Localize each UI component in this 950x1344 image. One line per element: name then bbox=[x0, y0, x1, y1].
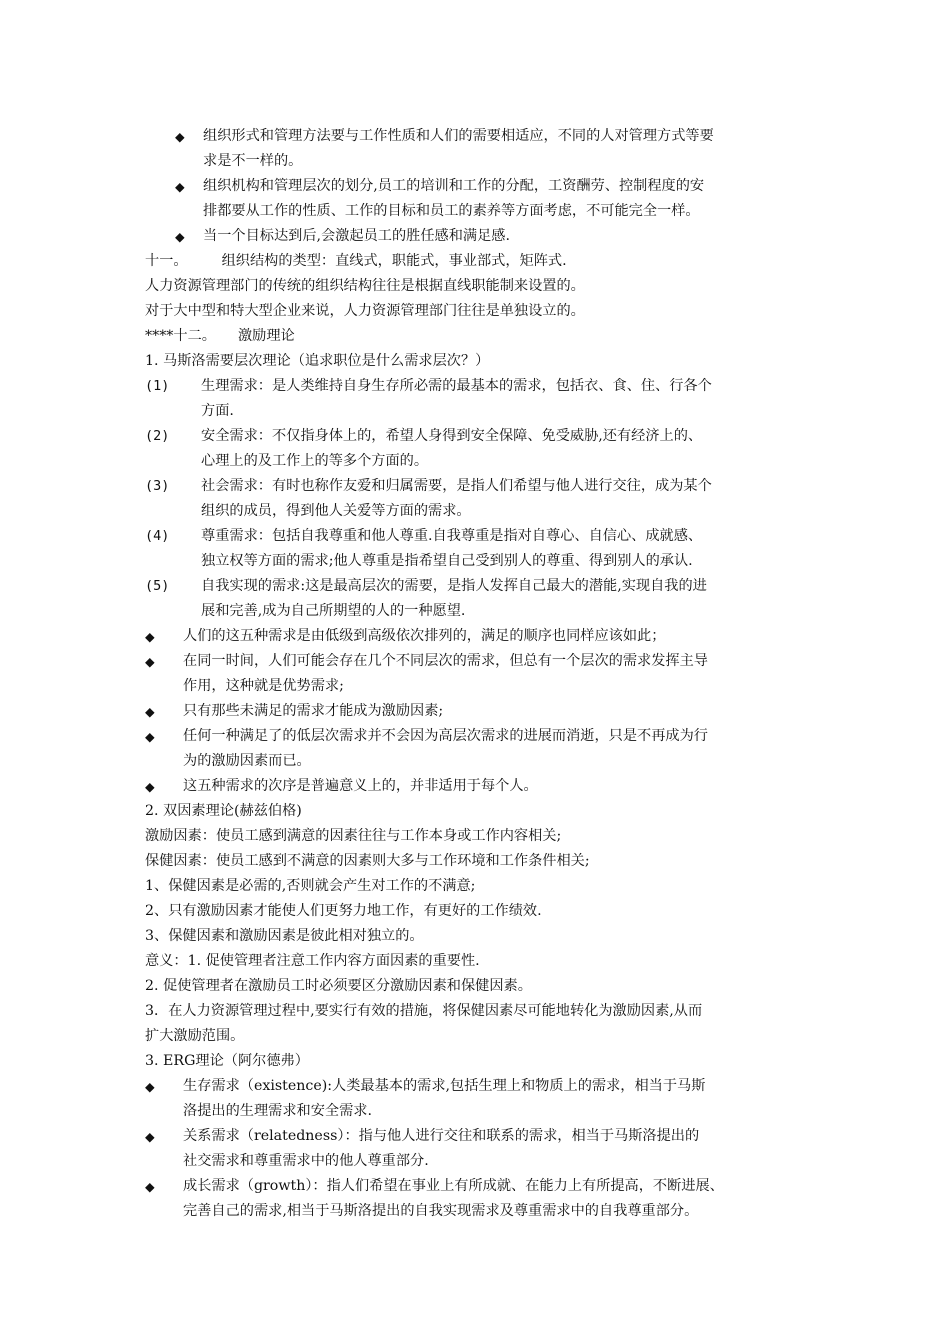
text-line: 任何一种满足了的低层次需求并不会因为高层次需求的进展而消逝，只是不再成为行 bbox=[183, 728, 708, 744]
text-line: 组织形式和管理方法要与工作性质和人们的需要相适应，不同的人对管理方式等要 bbox=[203, 128, 714, 144]
list-item bbox=[145, 1174, 810, 1224]
list-number: (5) bbox=[145, 578, 170, 594]
text-line: 2. 促使管理者在激励员工时必须要区分激励因素和保健因素。 bbox=[145, 978, 532, 994]
text-line: 洛提出的生理需求和安全需求. bbox=[183, 1103, 372, 1119]
text-line: 求是不一样的。 bbox=[203, 153, 303, 169]
diamond-bullet-icon: ◆ bbox=[145, 779, 155, 794]
text-line: 当一个目标达到后,会激起员工的胜任感和满足感. bbox=[203, 228, 510, 244]
diamond-bullet-icon: ◆ bbox=[175, 229, 185, 244]
list-item bbox=[145, 724, 810, 774]
subsection-heading: 2. 双因素理论(赫兹伯格) bbox=[145, 803, 302, 819]
text-line: 人们的这五种需求是由低级到高级依次排列的，满足的顺序也同样应该如此； bbox=[183, 628, 666, 644]
section-number: ****十二。 bbox=[145, 328, 216, 344]
diamond-bullet-icon: ◆ bbox=[175, 179, 185, 194]
diamond-bullet-icon: ◆ bbox=[145, 704, 155, 719]
text-line: 在同一时间，人们可能会存在几个不同层次的需求，但总有一个层次的需求发挥主导 bbox=[183, 653, 708, 669]
subsection-heading: 3. ERG理论（阿尔德弗） bbox=[145, 1053, 309, 1069]
text-line: 组织机构和管理层次的划分,员工的培训和工作的分配，工资酬劳、控制程度的安 bbox=[203, 178, 705, 194]
list-number: (1) bbox=[145, 378, 170, 394]
text-line: 社交需求和尊重需求中的他人尊重部分. bbox=[183, 1153, 429, 1169]
text-line: 组织的成员，得到他人关爱等方面的需求。 bbox=[201, 503, 471, 519]
diamond-bullet-icon: ◆ bbox=[145, 1179, 155, 1194]
text-line: 只有那些未满足的需求才能成为激励因素; bbox=[183, 703, 444, 719]
list-item bbox=[145, 649, 810, 699]
diamond-bullet-icon: ◆ bbox=[145, 1079, 155, 1094]
text-line: 成长需求（growth）：指人们希望在事业上有所成就、在能力上有所提高，不断进展、 bbox=[183, 1178, 724, 1194]
text-line: 保健因素：使员工感到不满意的因素则大多与工作环境和工作条件相关; bbox=[145, 853, 590, 869]
text-line: 为的激励因素而已。 bbox=[183, 753, 311, 769]
text-line: 关系需求（relatedness）：指与他人进行交往和联系的需求，相当于马斯洛提出的 bbox=[183, 1128, 700, 1144]
subsection-heading: 1. 马斯洛需要层次理论（追求职位是什么需求层次？） bbox=[145, 353, 490, 369]
text-line: 安全需求：不仅指身体上的，希望人身得到安全保障、免受威胁,还有经济上的、 bbox=[201, 428, 703, 444]
diamond-bullet-icon: ◆ bbox=[145, 1129, 155, 1144]
text-line: 生理需求：是人类维持自身生存所必需的最基本的需求，包括衣、食、住、行各个 bbox=[201, 378, 712, 394]
section-number: 十一。 bbox=[145, 253, 188, 269]
list-number: (4) bbox=[145, 528, 170, 544]
text-line: 作用，这种就是优势需求; bbox=[183, 678, 344, 694]
text-line: 社会需求：有时也称作友爱和归属需要，是指人们希望与他人进行交往，成为某个 bbox=[201, 478, 712, 494]
text-line: 扩大激励范围。 bbox=[145, 1028, 245, 1044]
diamond-bullet-icon: ◆ bbox=[145, 629, 155, 644]
bullet-list-erg bbox=[145, 1074, 810, 1224]
list-item bbox=[145, 424, 810, 474]
text-line: 2、只有激励因素才能使人们更努力地工作，有更好的工作绩效. bbox=[145, 903, 542, 919]
text-line: 生存需求（existence):人类最基本的需求,包括生理上和物质上的需求，相当于马斯 bbox=[183, 1078, 706, 1094]
list-item bbox=[175, 124, 815, 174]
section-title: 激励理论 bbox=[237, 328, 295, 344]
text-line: 展和完善,成为自己所期望的人的一种愿望. bbox=[201, 603, 466, 619]
text-line: 心理上的及工作上的等多个方面的。 bbox=[201, 453, 429, 469]
bullet-list-maslow bbox=[145, 624, 810, 799]
text-line: 激励因素：使员工感到满意的因素往往与工作本身或工作内容相关; bbox=[145, 828, 562, 844]
maslow-needs-list bbox=[145, 374, 810, 624]
section-two-factor-theory bbox=[145, 799, 810, 1074]
list-item bbox=[145, 699, 810, 724]
list-number: (3) bbox=[145, 478, 170, 494]
text-line: 方面. bbox=[201, 403, 234, 419]
paragraph: 人力资源管理部门的传统的组织结构往往是根据直线职能制来设置的。 bbox=[145, 278, 585, 294]
list-item bbox=[145, 374, 810, 424]
list-number: (2) bbox=[145, 428, 170, 444]
section-heading bbox=[145, 324, 810, 349]
text-line: 完善自己的需求,相当于马斯洛提出的自我实现需求及尊重需求中的自我尊重部分。 bbox=[183, 1203, 699, 1219]
text-line: 独立权等方面的需求;他人尊重是指希望自己受到别人的尊重、得到别人的承认. bbox=[201, 553, 693, 569]
list-item bbox=[175, 224, 815, 249]
list-item bbox=[145, 524, 810, 574]
bullet-list-management bbox=[175, 124, 815, 249]
text-line: 自我实现的需求:这是最高层次的需要，是指人发挥自己最大的潜能,实现自我的进 bbox=[201, 578, 707, 594]
section-heading bbox=[145, 249, 810, 274]
text-line: 这五种需求的次序是普遍意义上的，并非适用于每个人。 bbox=[183, 778, 538, 794]
text-line: 3、保健因素和激励因素是彼此相对独立的。 bbox=[145, 928, 424, 944]
text-line: 尊重需求：包括自我尊重和他人尊重.自我尊重是指对自尊心、自信心、成就感、 bbox=[201, 528, 703, 544]
section-title: 组织结构的类型：直线式，职能式，事业部式，矩阵式. bbox=[221, 253, 567, 269]
text-line: 3．在人力资源管理过程中,要实行有效的措施，将保健因素尽可能地转化为激励因素,从而 bbox=[145, 1003, 703, 1019]
list-item bbox=[145, 774, 810, 799]
text-line: 意义：1. 促使管理者注意工作内容方面因素的重要性. bbox=[145, 953, 480, 969]
list-item bbox=[145, 574, 810, 624]
list-item bbox=[145, 624, 810, 649]
diamond-bullet-icon: ◆ bbox=[145, 729, 155, 744]
section-organization-structure bbox=[145, 249, 810, 374]
diamond-bullet-icon: ◆ bbox=[145, 654, 155, 669]
list-item bbox=[145, 1124, 810, 1174]
text-line: 1、保健因素是必需的,否则就会产生对工作的不满意; bbox=[145, 878, 476, 894]
list-item bbox=[175, 174, 815, 224]
list-item bbox=[145, 1074, 810, 1124]
paragraph: 对于大中型和特大型企业来说，人力资源管理部门往往是单独设立的。 bbox=[145, 303, 585, 319]
text-line: 排都要从工作的性质、工作的目标和员工的素养等方面考虑，不可能完全一样。 bbox=[203, 203, 700, 219]
list-item bbox=[145, 474, 810, 524]
diamond-bullet-icon: ◆ bbox=[175, 129, 185, 144]
